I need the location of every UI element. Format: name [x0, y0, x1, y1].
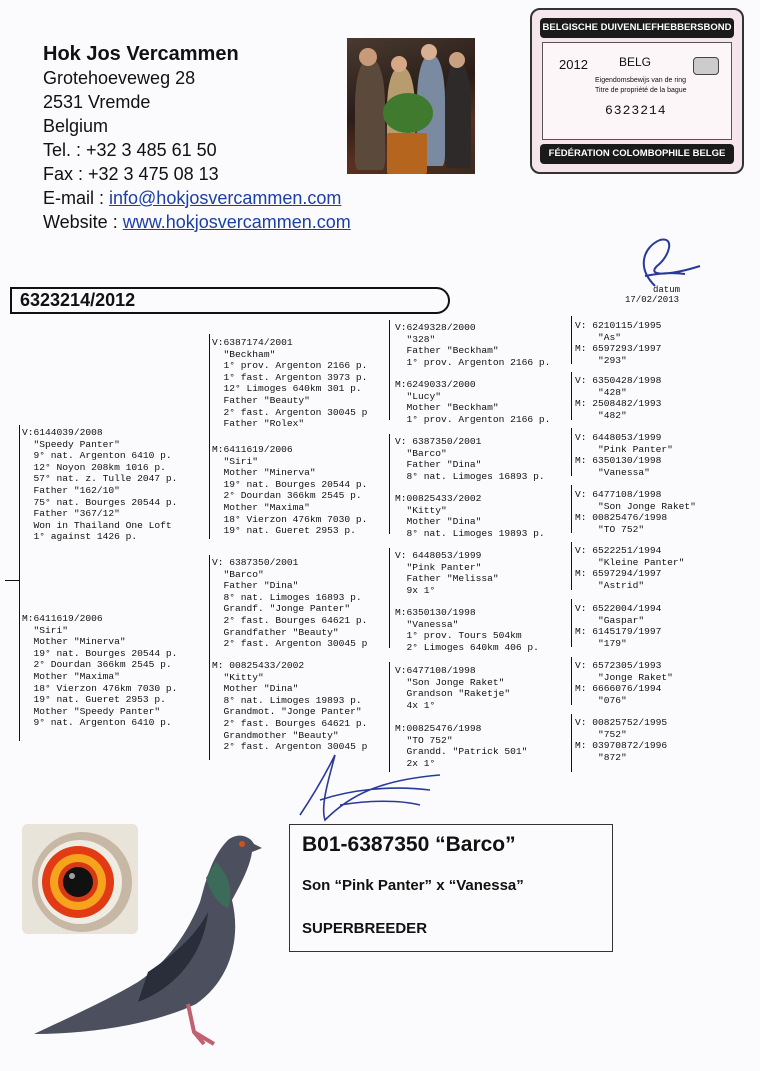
gen2-ff: V:6387174/2001 "Beckham" 1° prov. Argenton 2166 p. 1° fast. Argenton 3973 p. 12° Limoges 640km 301 p. Father "Beauty" 2° fast. Argenton 30045 p Father "Rolex"	[212, 337, 368, 430]
datum-block	[625, 285, 680, 305]
tree-gen4-bracket-4	[571, 485, 572, 533]
gen2-mm: M: 00825433/2002 "Kitty" Mother "Dina" 8° nat. Limoges 19893 p. Grandmot. "Jonge Panter" 2° fast. Bourges 64621 p. Grandmother "Beauty" 2° fast. Argenton 30045 p	[212, 660, 368, 753]
certificate-number: 6323214	[605, 103, 667, 118]
telephone: Tel. : +32 3 485 61 50	[43, 140, 217, 160]
certificate-line1: Eigendomsbewijs van de ring	[595, 77, 687, 84]
ring-number-box: 6323214/2012	[10, 287, 450, 314]
tree-gen3-bracket-3	[389, 548, 390, 648]
gen2-fm: M:6411619/2006 "Siri" Mother "Minerva" 19° nat. Bourges 20544 p. 2° Dourdan 366km 2545 p. Mother "Maxima" 18° Vierzon 476km 7030 p. 19° nat. Gueret 2953 p.	[212, 444, 368, 537]
tree-gen4-bracket-7	[571, 657, 572, 705]
featured-bird-parents: Son “Pink Panter” x “Vanessa”	[302, 877, 524, 894]
gen4-2: V: 6350428/1998 "428" M: 2508482/1993 "482"	[575, 375, 662, 421]
fax: Fax : +32 3 475 08 13	[43, 164, 219, 184]
certificate-top-band: BELGISCHE DUIVENLIEFHEBBERSBOND	[540, 18, 734, 38]
gen2-mf: V: 6387350/2001 "Barco" Father "Dina" 8° nat. Limoges 16893 p. Grandf. "Jonge Panter" 2° fast. Bourges 64621 p. Grandfather "Beauty" 2° fast. Argenton 30045 p	[212, 557, 368, 650]
tree-gen2-bracket-top	[209, 334, 210, 539]
email-label: E-mail :	[43, 188, 110, 208]
gen3-4: M:00825433/2002 "Kitty" Mother "Dina" 8° nat. Limoges 19893 p.	[395, 493, 545, 539]
loft-address-block	[43, 42, 351, 234]
loft-name: Hok Jos Vercammen	[43, 43, 239, 65]
website-label: Website :	[43, 212, 123, 232]
featured-bird-title: B01-6387350 “Barco”	[302, 833, 516, 856]
gen4-5: V: 6522251/1994 "Kleine Panter" M: 6597294/1997 "Astrid"	[575, 545, 685, 591]
email-link[interactable]: info@hokjosvercammen.com	[109, 188, 342, 208]
gen3-7: V:6477108/1998 "Son Jonge Raket" Grandson "Raketje" 4x 1°	[395, 665, 511, 711]
gen3-6: M:6350130/1998 "Vanessa" 1° prov. Tours 504km 2° Limoges 640km 406 p.	[395, 607, 539, 653]
gen1-father: V:6144039/2008 "Speedy Panter" 9° nat. Argenton 6410 p. 12° Noyon 208km 1016 p. 57° nat. z. Tulle 2047 p. Father "162/10" 75° nat. Bourges 20544 p. Father "367/12" Won in Thailand One Loft 1° against 1426 p.	[22, 427, 178, 543]
tree-gen4-bracket-3	[571, 428, 572, 476]
gen4-4: V: 6477108/1998 "Son Jonge Raket" M: 00825476/1998 "TO 752"	[575, 489, 696, 535]
tree-gen3-bracket-1	[389, 320, 390, 420]
country: Belgium	[43, 116, 109, 136]
gen3-8: M:00825476/1998 "TO 752" Grandd. "Patrick 501" 2x 1°	[395, 723, 528, 769]
tree-gen4-bracket-8	[571, 714, 572, 772]
street: Grotehoeveweg 28	[43, 68, 196, 88]
gen1-mother: M:6411619/2006 "Siri" Mother "Minerva" 19° nat. Bourges 20544 p. 2° Dourdan 366km 2545 p. Mother "Maxima" 18° Vierzon 476km 7030 p. 19° nat. Gueret 2953 p. Mother "Speedy Panter" 9° nat. Argenton 6410 p.	[22, 613, 178, 729]
tree-gen4-bracket-1	[571, 316, 572, 364]
tree-gen2-bracket-bottom	[209, 555, 210, 760]
dove-emblem-icon	[693, 57, 719, 75]
loft-team-photo	[347, 38, 475, 174]
gen3-5: V: 6448053/1999 "Pink Panter" Father "Melissa" 9x 1°	[395, 550, 499, 596]
email-line	[43, 186, 351, 210]
datum-label: datum	[653, 285, 681, 295]
gen4-6: V: 6522004/1994 "Gaspar" M: 6145179/1997 "179"	[575, 603, 662, 649]
featured-bird-tag: SUPERBREEDER	[302, 920, 428, 937]
gen3-3: V: 6387350/2001 "Barco" Father "Dina" 8° nat. Limoges 16893 p.	[395, 436, 545, 482]
certificate-bottom-band: FÉDÉRATION COLOMBOPHILE BELGE	[540, 144, 734, 164]
gen3-1: V:6249328/2000 "328" Father "Beckham" 1° prov. Argenton 2166 p.	[395, 322, 551, 368]
website-line	[43, 210, 351, 234]
tree-root-line	[5, 580, 19, 581]
ring-certificate	[530, 8, 744, 174]
featured-bird-box	[289, 824, 613, 952]
pigeon-icon	[28, 822, 268, 1062]
website-link[interactable]: www.hokjosvercammen.com	[122, 212, 351, 232]
gen4-3: V: 6448053/1999 "Pink Panter" M: 6350130/1998 "Vanessa"	[575, 432, 673, 478]
signature-bottom-icon	[290, 745, 450, 830]
tree-gen4-bracket-5	[571, 542, 572, 590]
city: 2531 Vremde	[43, 92, 151, 112]
tree-gen4-bracket-2	[571, 372, 572, 420]
tree-gen4-bracket-6	[571, 599, 572, 647]
certificate-inner	[542, 42, 732, 140]
gen4-1: V: 6210115/1995 "As" M: 6597293/1997 "293"	[575, 320, 662, 366]
tree-gen1-bracket	[19, 425, 20, 741]
gen3-2: M:6249033/2000 "Lucy" Mother "Beckham" 1° prov. Argenton 2166 p.	[395, 379, 551, 425]
certificate-line2: Titre de propriété de la bague	[595, 87, 687, 94]
gen4-8: V: 00825752/1995 "752" M: 03970872/1996 "872"	[575, 717, 668, 763]
certificate-year: 2012	[559, 57, 588, 72]
gen4-7: V: 6572305/1993 "Jonge Raket" M: 6666076/1994 "076"	[575, 660, 673, 706]
certificate-country: BELG	[619, 55, 652, 69]
tree-gen3-bracket-2	[389, 434, 390, 534]
datum-date: 17/02/2013	[625, 295, 680, 305]
